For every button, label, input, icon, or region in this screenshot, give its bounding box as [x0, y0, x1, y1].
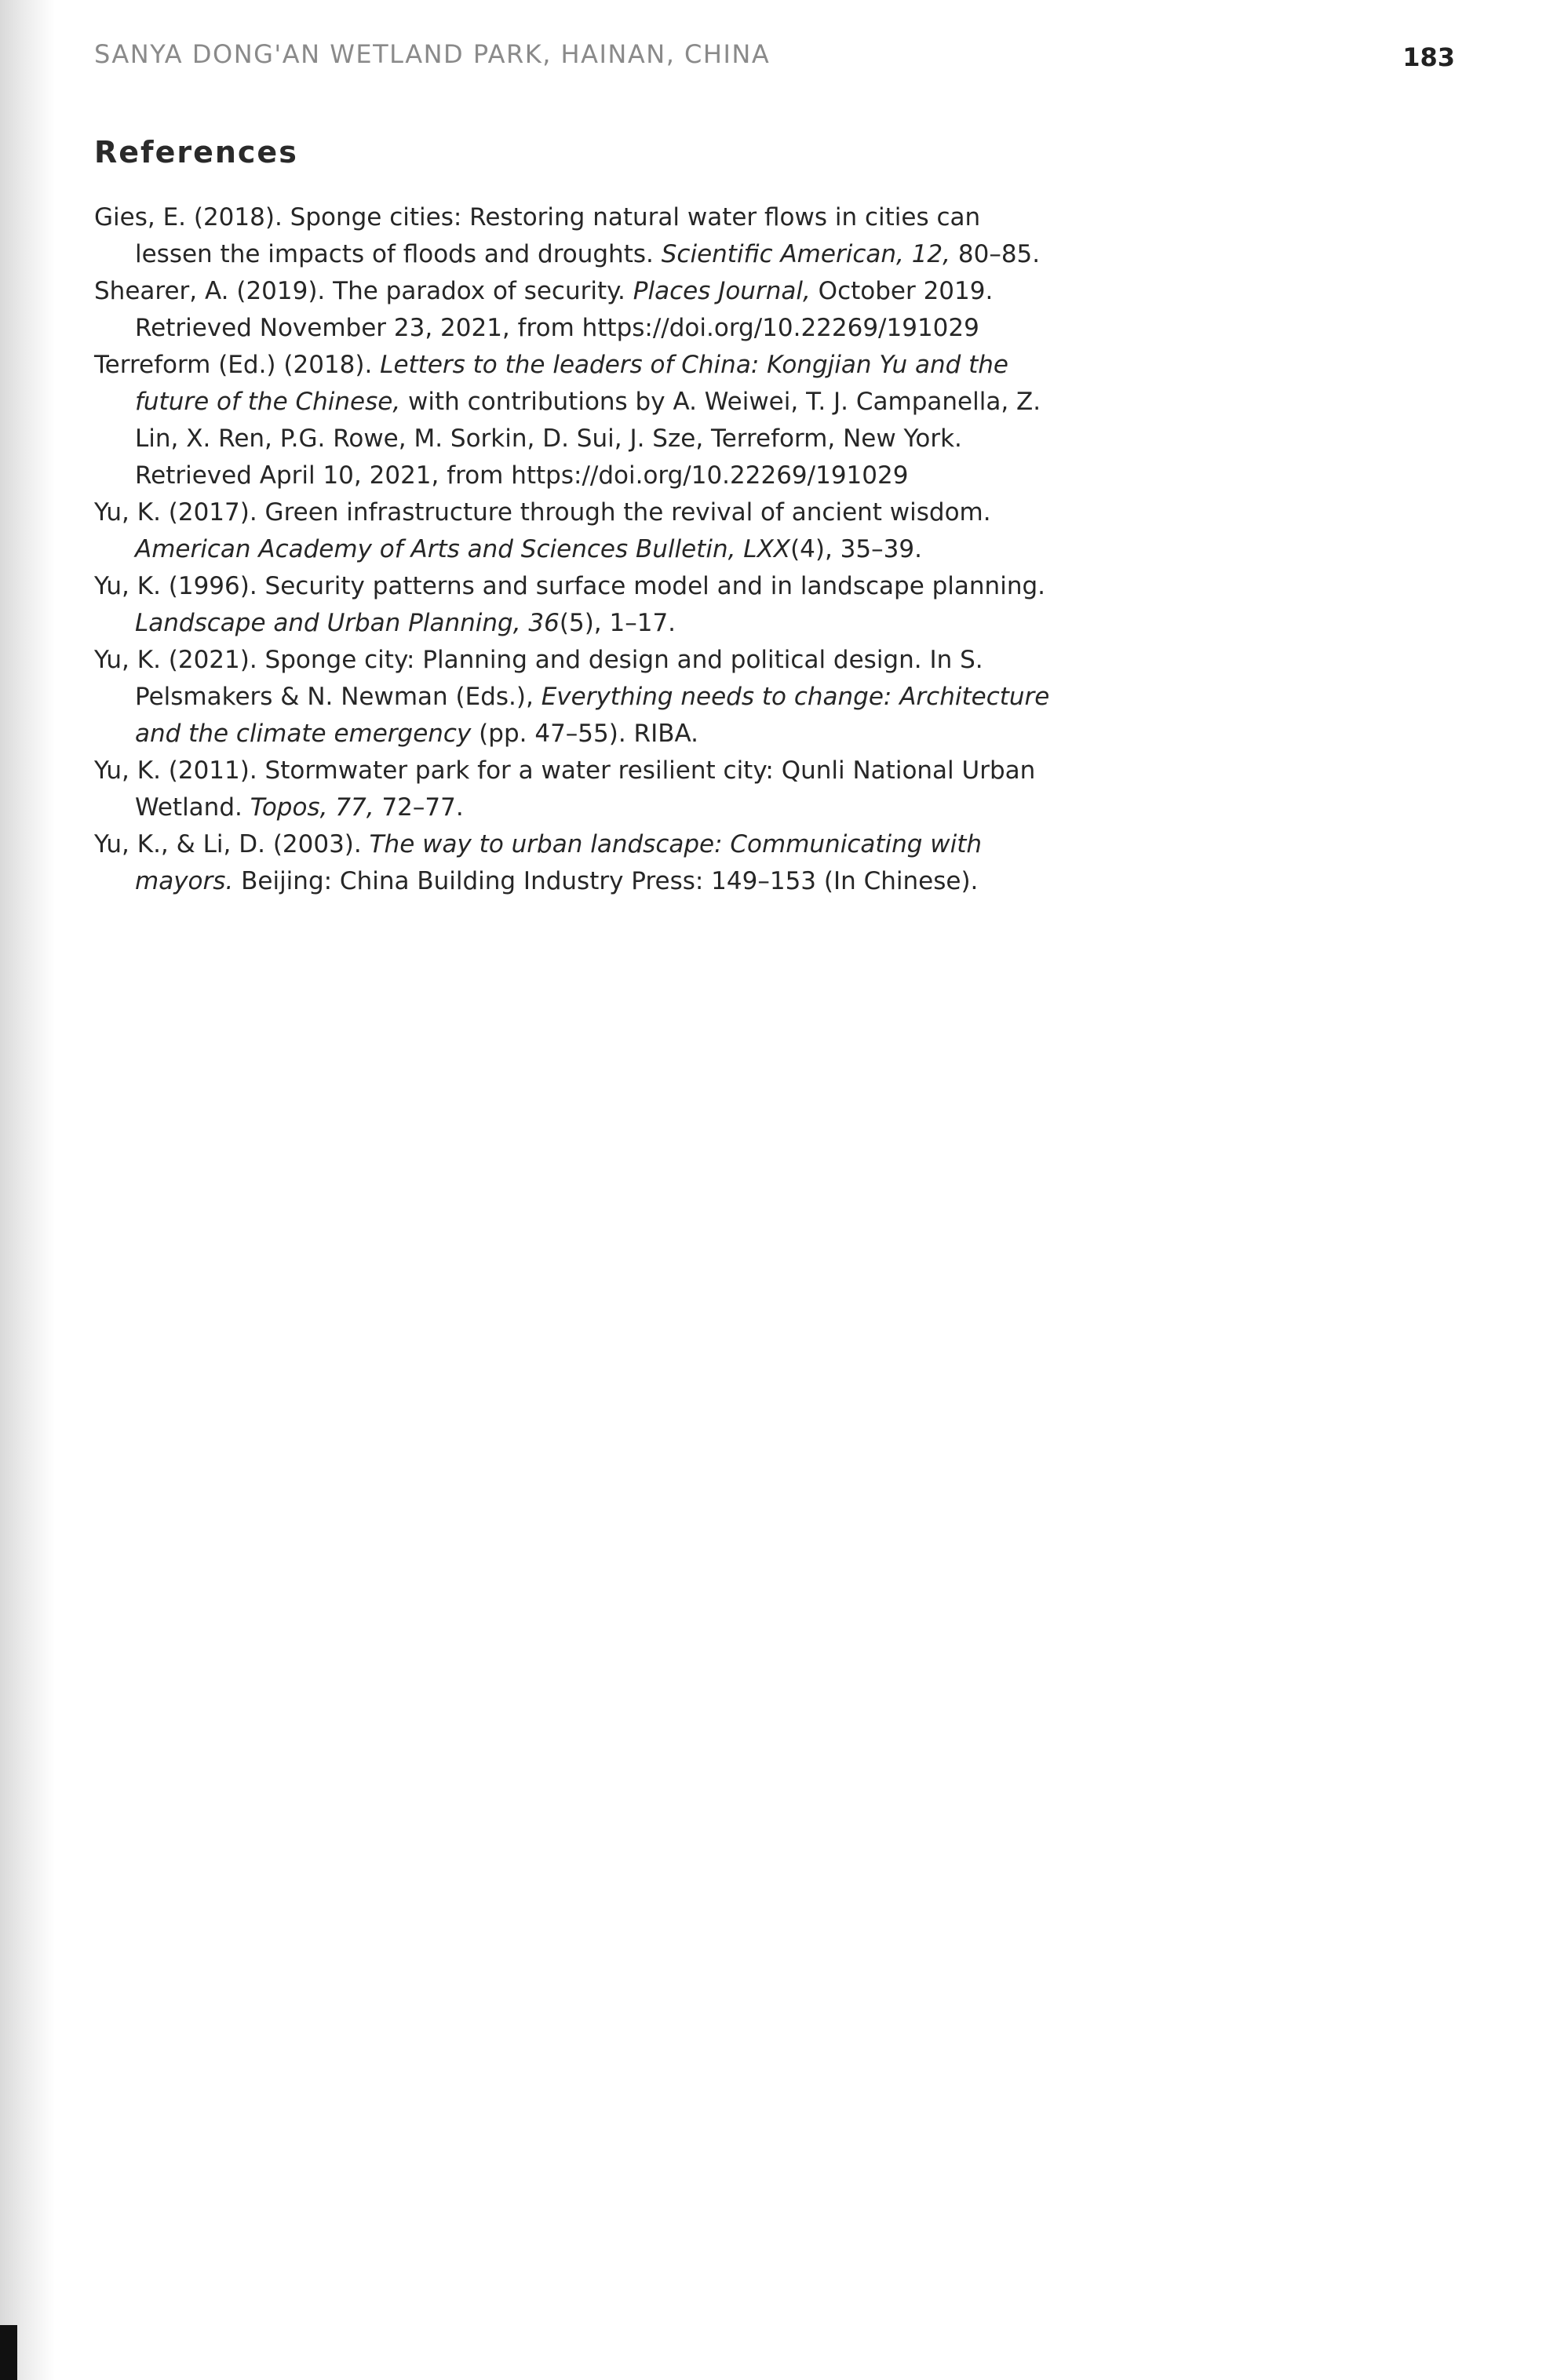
page-gutter-shadow	[0, 0, 55, 2380]
reference-text-tail: (pp. 47–55). RIBA.	[471, 720, 698, 748]
reference-source-italic: The way to urban landscape: Communicating with mayors.	[135, 830, 983, 895]
reference-list	[94, 199, 1059, 900]
reference-item	[94, 568, 1059, 642]
reference-item	[94, 347, 1059, 494]
reference-text-tail: (5), 1–17.	[559, 609, 676, 637]
reference-item	[94, 753, 1059, 826]
reference-item	[94, 642, 1059, 753]
running-header: SANYA DONG'AN WETLAND PARK, HAINAN, CHINA	[94, 39, 771, 69]
reference-text: Gies, E. (2018). Sponge cities: Restoring natural water flows in cities can lessen the impacts of floods and droughts.	[94, 203, 981, 268]
binding-mark	[0, 2325, 17, 2380]
reference-source-italic: Topos, 77,	[250, 793, 374, 822]
reference-source-italic: Everything needs to change: Architecture and the climate emergency	[135, 683, 1050, 748]
reference-text-tail: with contributions by A. Weiwei, T. J. Campanella, Z. Lin, X. Ren, P.G. Rowe, M. Sorkin, D. Sui, J. Sze, Terreform, New York. Retrieved April 10, 2021, from https://doi.org/10.22269/191029	[135, 388, 1041, 490]
reference-text: Yu, K. (2021). Sponge city: Planning and design and political design. In S. Pelsmakers & N. Newman (Eds.),	[94, 646, 983, 711]
reference-source-italic: Scientific American, 12,	[661, 240, 951, 268]
reference-text-tail: (4), 35–39.	[790, 535, 922, 563]
reference-text: Yu, K. (1996). Security patterns and surface model and in landscape planning.	[94, 572, 1045, 600]
references-heading: References	[94, 135, 298, 169]
reference-source-italic: Landscape and Urban Planning, 36	[135, 609, 560, 637]
reference-item	[94, 826, 1059, 900]
reference-text: Yu, K., & Li, D. (2003).	[94, 830, 370, 858]
reference-item	[94, 494, 1059, 568]
reference-text-tail: October 2019. Retrieved November 23, 2021, from https://doi.org/10.22269/191029	[135, 277, 994, 342]
reference-text-tail: 72–77.	[374, 793, 464, 822]
page-number: 183	[1402, 42, 1455, 72]
reference-text: Yu, K. (2011). Stormwater park for a water resilient city: Qunli National Urban Wetland.	[94, 756, 1036, 822]
reference-source-italic: American Academy of Arts and Sciences Bulletin, LXX	[135, 535, 791, 563]
reference-source-italic: Places Journal,	[633, 277, 811, 305]
reference-text: Terreform (Ed.) (2018).	[94, 351, 381, 379]
reference-text-tail: Beijing: China Building Industry Press: 149–153 (In Chinese).	[233, 867, 979, 895]
reference-source-italic: Letters to the leaders of China: Kongjian Yu and the future of the Chinese,	[135, 351, 1008, 416]
reference-item	[94, 199, 1059, 273]
reference-item	[94, 273, 1059, 347]
reference-text: Shearer, A. (2019). The paradox of security.	[94, 277, 633, 305]
reference-text-tail: 80–85.	[950, 240, 1041, 268]
reference-text: Yu, K. (2017). Green infrastructure through the revival of ancient wisdom.	[94, 498, 991, 527]
